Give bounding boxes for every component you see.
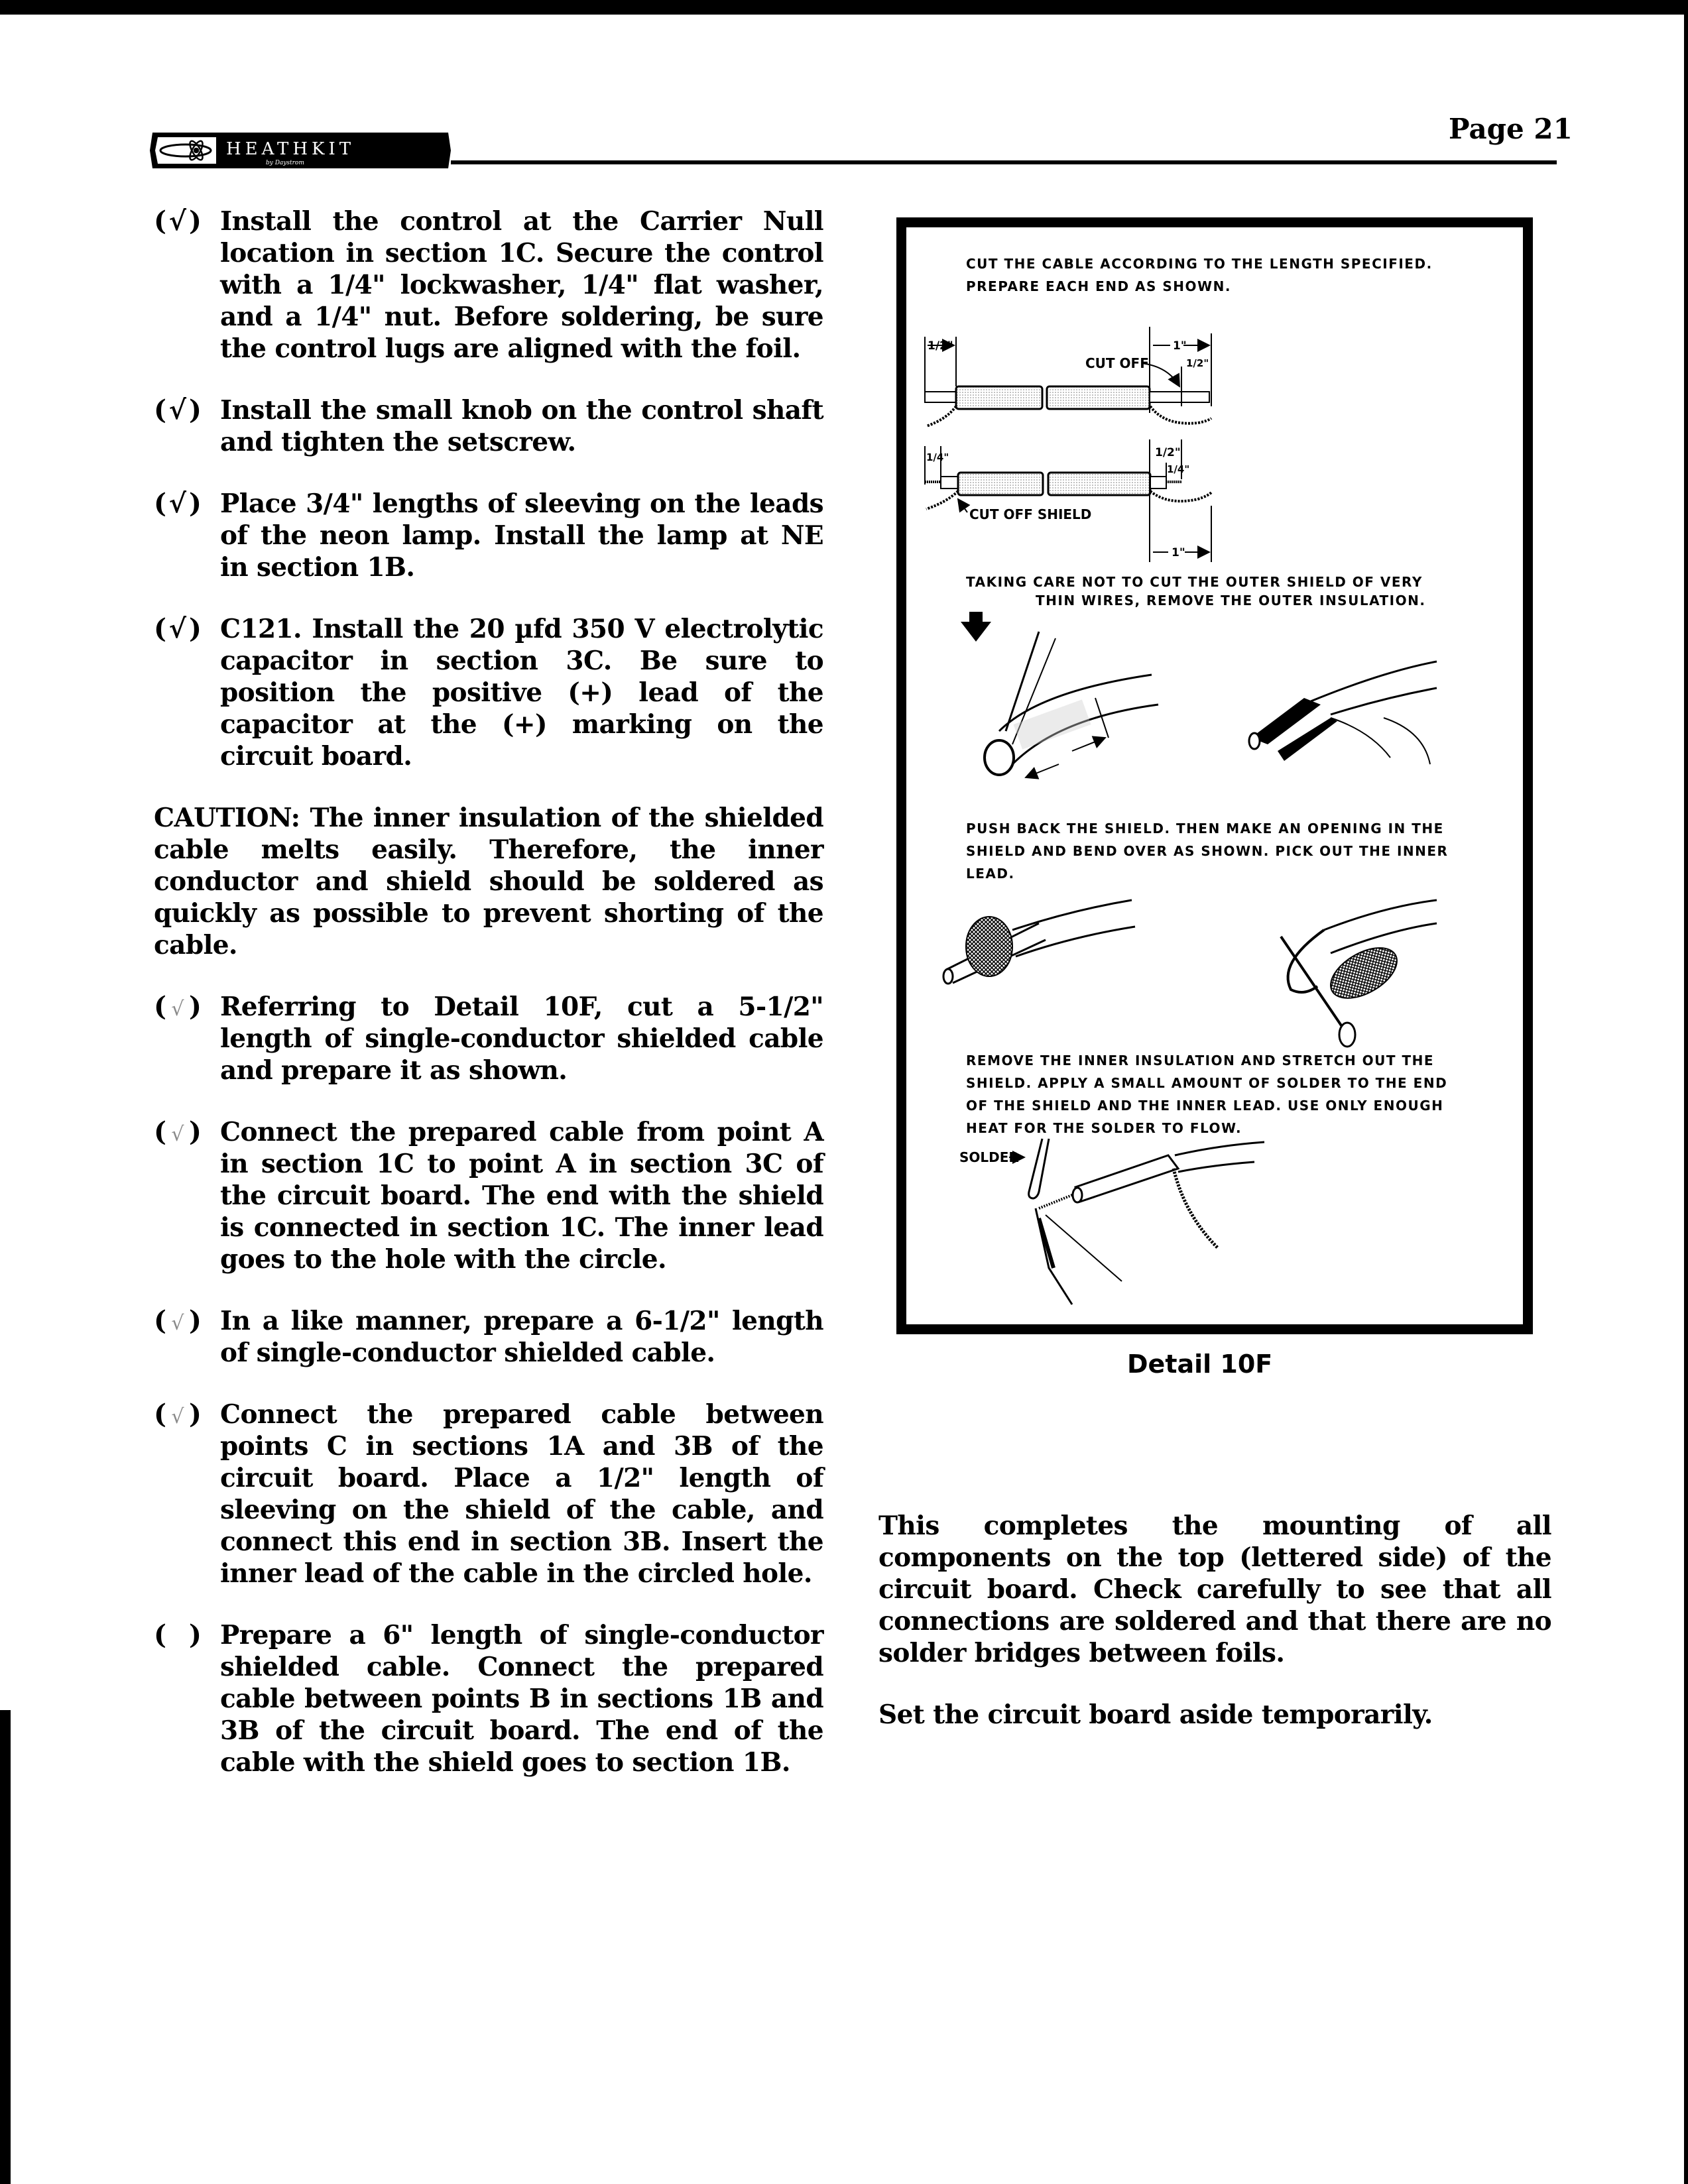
page-number: Page 21 [1449, 113, 1573, 145]
solder-shield-diagram [906, 1135, 1523, 1314]
checkmark-icon: √ [168, 205, 187, 237]
step-text: Referring to Detail 10F, cut a 5-1/2" length of single-conductor shielded cable and prepare it as shown. [220, 992, 823, 1086]
step-text: Place 3/4" lengths of sleeving on the leads of the neon lamp. Install the lamp at NE in section 1B. [220, 489, 823, 583]
down-arrow-icon [961, 612, 991, 642]
step-checkbox[interactable]: (√) [154, 488, 202, 519]
step-text: C121. Install the 20 µfd 350 V electrolytic capacitor in section 3C. Be sure to position the positive (+) lead of the capacitor at the (+) marking on the circuit board. [220, 614, 823, 772]
instructions-column [154, 205, 823, 1808]
svg-text:1/2": 1/2" [928, 339, 953, 353]
step-cut-cable [154, 991, 823, 1086]
step-checkbox[interactable]: ( √ ) [154, 1399, 213, 1433]
panel2-instructions-line1: TAKING CARE NOT TO CUT THE OUTER SHIELD OF VERY [966, 574, 1423, 590]
step-checkbox[interactable]: (√) [154, 394, 202, 426]
step-checkbox[interactable]: ( √ ) [154, 1116, 213, 1151]
svg-text:by Daystrom: by Daystrom [266, 160, 304, 166]
checkmark-icon: √ [171, 1123, 184, 1146]
svg-text:1/4": 1/4" [926, 451, 949, 463]
completion-paragraph: This completes the mounting of all components on the top (lettered side) of the circuit board. Check carefully to see that all connections are soldered and that there are no solder bridges between foils. [878, 1511, 1551, 1668]
figure-caption: Detail 10F [1127, 1350, 1273, 1379]
svg-text:HEATHKIT: HEATHKIT [226, 139, 355, 159]
checkmark-icon: √ [168, 394, 187, 426]
step-text: Install the control at the Carrier Null location in section 1C. Secure the control with a 1/4" lockwasher, 1/4" flat washer, and a 1/4" nut. Before soldering, be sure the control lugs are aligned with the foil. [220, 206, 823, 364]
step-text: Connect the prepared cable between points C in sections 1A and 3B of the circuit board. Place a 1/2" length of sleeving on the shield of the cable, and connect this end in section 3B. Insert the inner lead of the cable in the circled hole. [220, 1399, 823, 1589]
scan-left-edge [0, 1710, 11, 2184]
step-neon-lamp [154, 488, 823, 583]
svg-text:1/2": 1/2" [1155, 446, 1181, 459]
svg-text:1/2": 1/2" [1186, 357, 1209, 369]
svg-text:SOLDER: SOLDER [959, 1149, 1019, 1165]
closing-text [878, 1510, 1551, 1760]
step-checkbox[interactable]: ( √ ) [154, 1305, 213, 1340]
step-checkbox[interactable]: ( √ ) [154, 991, 213, 1025]
remove-outer-insulation-diagram [906, 599, 1523, 791]
panel1-instructions: CUT THE CABLE ACCORDING TO THE LENGTH SPECIFIED. PREPARE EACH END AS SHOWN. [966, 256, 1433, 294]
step-text: Install the small knob on the control shaft and tighten the setscrew. [220, 395, 823, 457]
checkmark-icon: √ [168, 613, 187, 644]
step-checkbox[interactable]: (√) [154, 613, 202, 644]
step-install-control [154, 205, 823, 365]
checkmark-icon: √ [171, 1312, 184, 1335]
step-install-knob [154, 394, 823, 458]
cable-length-diagram [906, 307, 1523, 572]
step-text: Prepare a 6" length of single-conductor shielded cable. Connect the prepared cable between points B in sections 1B and 3B of the circuit board. The end of the cable with the shield goes to section 1B. [220, 1620, 823, 1778]
svg-text:1": 1" [1172, 546, 1185, 559]
svg-text:CUT OFF SHIELD: CUT OFF SHIELD [969, 506, 1092, 522]
caution-note: CAUTION: The inner insulation of the shielded cable melts easily. Therefore, the inner conductor and shield should be soldered as quickly as possible to prevent shorting of the cable. [154, 803, 823, 960]
step-checkbox[interactable]: (√) [154, 205, 202, 237]
step-c121-capacitor [154, 613, 823, 772]
panel2-instructions-line2: THIN WIRES, REMOVE THE OUTER INSULATION. [1036, 593, 1426, 608]
svg-text:CUT OFF: CUT OFF [1085, 355, 1149, 371]
scan-top-edge [0, 0, 1688, 15]
step-prepare-6-1-2 [154, 1305, 823, 1369]
step-connect-points-c [154, 1399, 823, 1589]
step-text: In a like manner, prepare a 6-1/2" length of single-conductor shielded cable. [220, 1306, 823, 1368]
step-checkbox[interactable]: ( ) [154, 1619, 202, 1650]
svg-text:1": 1" [1173, 339, 1187, 353]
checkmark-icon: √ [171, 1405, 184, 1428]
step-connect-point-a [154, 1116, 823, 1275]
scan-right-edge [1684, 0, 1688, 2184]
panel3-instructions: PUSH BACK THE SHIELD. THEN MAKE AN OPENING IN THE SHIELD AND BEND OVER AS SHOWN. PICK OUT THE INNER LEAD. [966, 821, 1449, 882]
detail-10f-figure [896, 217, 1533, 1334]
header-rule [451, 160, 1557, 164]
push-back-shield-diagram [906, 890, 1523, 1049]
panel4-instructions: REMOVE THE INNER INSULATION AND STRETCH OUT THE SHIELD. APPLY A SMALL AMOUNT OF SOLDER TO THE END OF THE SHIELD AND THE INNER LEAD. USE ONLY ENOUGH HEAT FOR THE SOLDER TO FLOW. [966, 1053, 1448, 1136]
checkmark-icon: √ [171, 998, 184, 1021]
svg-text:1/4": 1/4" [1167, 463, 1190, 475]
checkmark-icon: √ [168, 488, 187, 519]
heathkit-logo [150, 126, 452, 175]
step-connect-points-b [154, 1619, 823, 1778]
set-aside-paragraph: Set the circuit board aside temporarily. [878, 1699, 1433, 1730]
step-text: Connect the prepared cable from point A in section 1C to point A in section 3C of the circuit board. The end with the shield is connected in section 1C. The inner lead goes to the hole with the circle. [220, 1117, 823, 1275]
